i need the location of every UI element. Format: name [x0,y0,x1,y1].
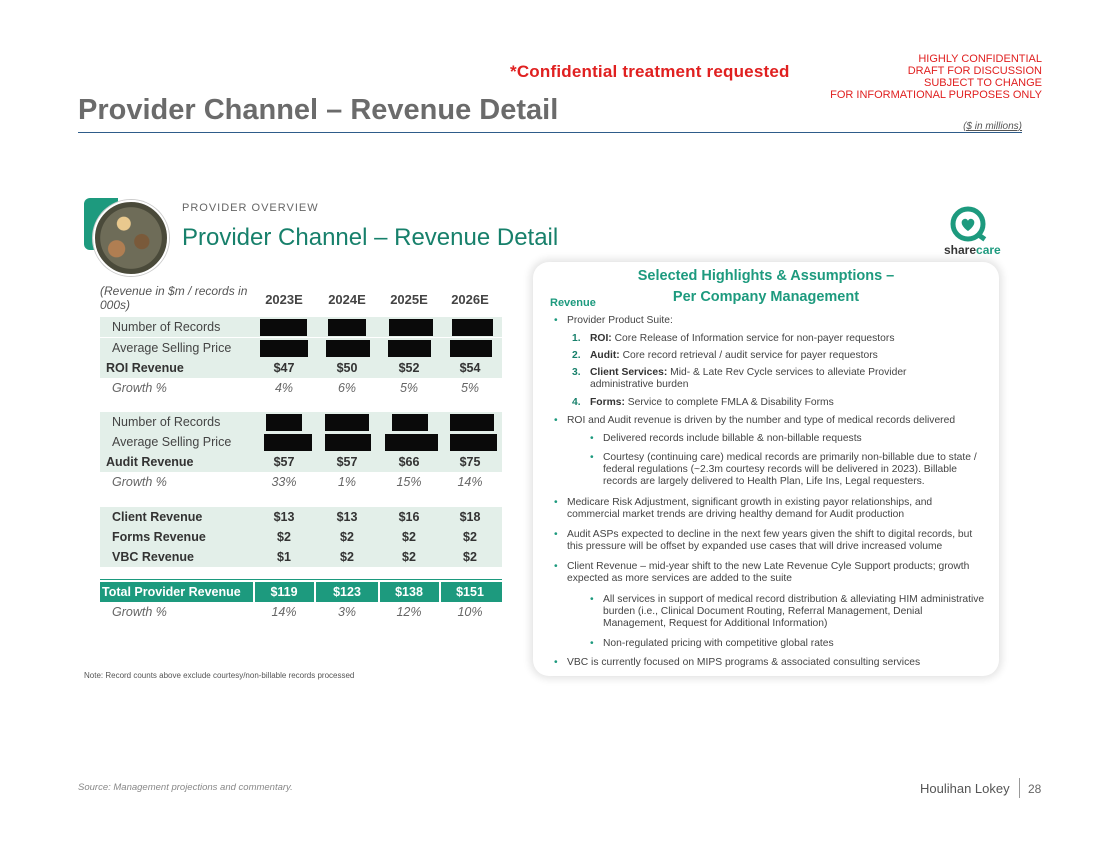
cell-value: $2 [463,550,477,564]
row-label: ROI Revenue [106,361,184,375]
cell-value: $138 [395,585,423,599]
redaction-box [450,340,492,357]
item-text: Core Release of Information service for non-payer requestors [611,333,895,344]
redaction-box [325,414,369,431]
sub-bullet-item: • Delivered records include billable & non-billable requests [603,433,983,445]
cell-value: $47 [273,361,295,375]
row-label: Forms Revenue [112,530,206,544]
highlights-title-line: Per Company Management [672,289,860,305]
table-caption: (Revenue in $m / records in 000s) [100,284,248,312]
highlights-section-label: Revenue [550,297,596,309]
sharecare-logo-wordmark: sharecare [944,243,1001,257]
item-text: Core record retrieval / audit service for payer requestors [619,350,878,361]
redaction-box [264,434,312,451]
redaction-box [385,434,438,451]
sub-bullet-item: • Courtesy (continuing care) medical records are primarily non-billable due to state / federal regulations (~2.3m courtesy records will be delivered in 2023). Billable records are largely delivered to Health Plan, Life Ins, Legal requesters. [603,452,983,488]
table-row [100,412,502,432]
bullet-item: • Audit ASPs expected to decline in the next few years given the shift to digital records, but this pressure will be offset by expanded use cases that will drive increased volume [567,529,987,553]
item-key: Audit: [590,350,620,361]
cell-value: $75 [459,455,481,469]
item-key: ROI: [590,333,612,344]
bullet-item: • Medicare Risk Adjustment, significant growth in existing payor relationships, and commercial market trends are driving healthy demand for Audit production [567,497,987,521]
cell-value: $57 [336,455,358,469]
table-footnote: Note: Record counts above exclude courtesy/non-billable records processed [84,671,355,680]
sub-bullet-item: • Non-regulated pricing with competitive global rates [603,638,988,650]
section-label: PROVIDER OVERVIEW [182,202,319,214]
table-row [100,358,502,378]
cell-value: $2 [340,550,354,564]
year-header: 2026E [451,292,489,307]
numbered-item: 4. Forms: Service to complete FMLA & Disability Forms [572,397,834,408]
highlights-title-line: Selected Highlights & Assumptions – [637,268,895,284]
cell-value: $13 [336,510,358,524]
table-row [100,432,502,452]
bullet-item: • Client Revenue – mid-year shift to the new Late Revenue Cyle Support products; growth expected as more services are added to the suite [567,561,987,585]
cell-value: $2 [340,530,354,544]
units-note: ($ in millions) [963,121,1022,132]
cell-value: $13 [273,510,295,524]
cell-value: 1% [337,475,357,489]
redaction-box [326,340,370,357]
footer-divider [1019,778,1020,798]
year-header: 2025E [390,292,428,307]
year-header: 2024E [328,292,366,307]
row-label: Average Selling Price [112,341,232,355]
redaction-box [260,340,308,357]
page-number: 28 [1028,782,1042,796]
redaction-box [450,434,497,451]
redaction-box [328,319,366,336]
redaction-box [266,414,302,431]
sub-bullet-item: • All services in support of medical record distribution & alleviating HIM administrative burden (i.e., Clinical Document Routing, Referral Management, Denial Management, Request for Additional Information) [603,594,988,630]
numbered-item: 1. ROI: Core Release of Information service for non-payer requestors [572,333,895,344]
cell-value: 5% [399,381,419,395]
cell-value: 12% [396,605,422,619]
cell-value: 3% [337,605,357,619]
row-label: Number of Records [112,415,221,429]
redaction-box [389,319,433,336]
redaction-box [260,319,307,336]
cell-value: $2 [402,530,416,544]
cell-value: $52 [398,361,420,375]
table-row [100,452,502,472]
provider-photo-image [93,200,169,276]
cell-value: 14% [271,605,297,619]
table-row [100,338,502,358]
cell-value: 33% [271,475,297,489]
cell-value: $123 [333,585,361,599]
cell-value: $151 [456,585,484,599]
cell-value: 4% [274,381,294,395]
sharecare-logo-icon [948,206,990,244]
cell-value: 14% [457,475,483,489]
redaction-box [325,434,371,451]
table-row [100,507,502,527]
page-title: Provider Channel – Revenue Detail [78,94,559,126]
cell-value: $119 [270,585,298,599]
brand-wordmark: Houlihan Lokey [920,781,1010,796]
redaction-box [450,414,494,431]
bullet-item: • Provider Product Suite: [567,315,987,327]
row-label: Growth % [112,381,167,395]
revenue-table [100,284,502,624]
cell-value: $57 [273,455,295,469]
item-text: Mid- & Late Rev Cycle services to alleviate Provider administrative burden [590,367,907,390]
table-row [100,602,502,622]
redaction-box [388,340,431,357]
source-note: Source: Management projections and commentary. [78,782,293,793]
item-key: Forms: [590,397,625,408]
cell-value: 6% [337,381,357,395]
table-row [100,547,502,567]
title-divider [78,132,1022,133]
redaction-box [392,414,428,431]
numbered-item: 3. Client Services: Mid- & Late Rev Cycle services to alleviate Provider administrative burden [572,367,907,390]
cell-value: $16 [398,510,420,524]
cell-value: $66 [398,455,420,469]
table-row [100,527,502,547]
row-label: Average Selling Price [112,435,232,449]
cell-value: $1 [277,550,291,564]
row-label: Client Revenue [112,510,203,524]
highlights-title [533,266,999,308]
table-row [100,378,502,398]
cell-value: $2 [463,530,477,544]
cell-value: $18 [459,510,481,524]
column-divider [314,582,316,602]
redaction-box [452,319,493,336]
row-label: Growth % [112,605,167,619]
row-label: Growth % [112,475,167,489]
numbered-item: 2. Audit: Core record retrieval / audit service for payer requestors [572,350,878,361]
conf-line: DRAFT FOR DISCUSSION [907,65,1042,77]
item-key: Client Services: [590,367,668,378]
confidentiality-notice [830,53,1042,101]
confidential-request-banner: *Confidential treatment requested [510,62,790,81]
cell-value: 10% [457,605,483,619]
slide-title: Provider Channel – Revenue Detail [182,224,559,251]
item-text: Service to complete FMLA & Disability Forms [624,397,834,408]
row-label: Total Provider Revenue [102,585,241,599]
bullet-item: • ROI and Audit revenue is driven by the number and type of medical records delivered [567,415,987,427]
table-row [100,472,502,492]
row-label: Audit Revenue [106,455,194,469]
total-divider [100,579,502,580]
conf-line: FOR INFORMATIONAL PURPOSES ONLY [830,89,1042,101]
bullet-item: • VBC is currently focused on MIPS programs & associated consulting services [567,657,987,669]
cell-value: $54 [459,361,481,375]
conf-line: SUBJECT TO CHANGE [924,77,1042,89]
cell-value: $2 [277,530,291,544]
row-label: Number of Records [112,320,221,334]
table-row-total [100,582,502,602]
cell-value: 5% [460,381,480,395]
year-header: 2023E [265,292,303,307]
row-label: VBC Revenue [112,550,194,564]
conf-line: HIGHLY CONFIDENTIAL [918,53,1042,65]
cell-value: $2 [402,550,416,564]
cell-value: 15% [396,475,422,489]
cell-value: $50 [336,361,358,375]
table-row [100,317,502,337]
